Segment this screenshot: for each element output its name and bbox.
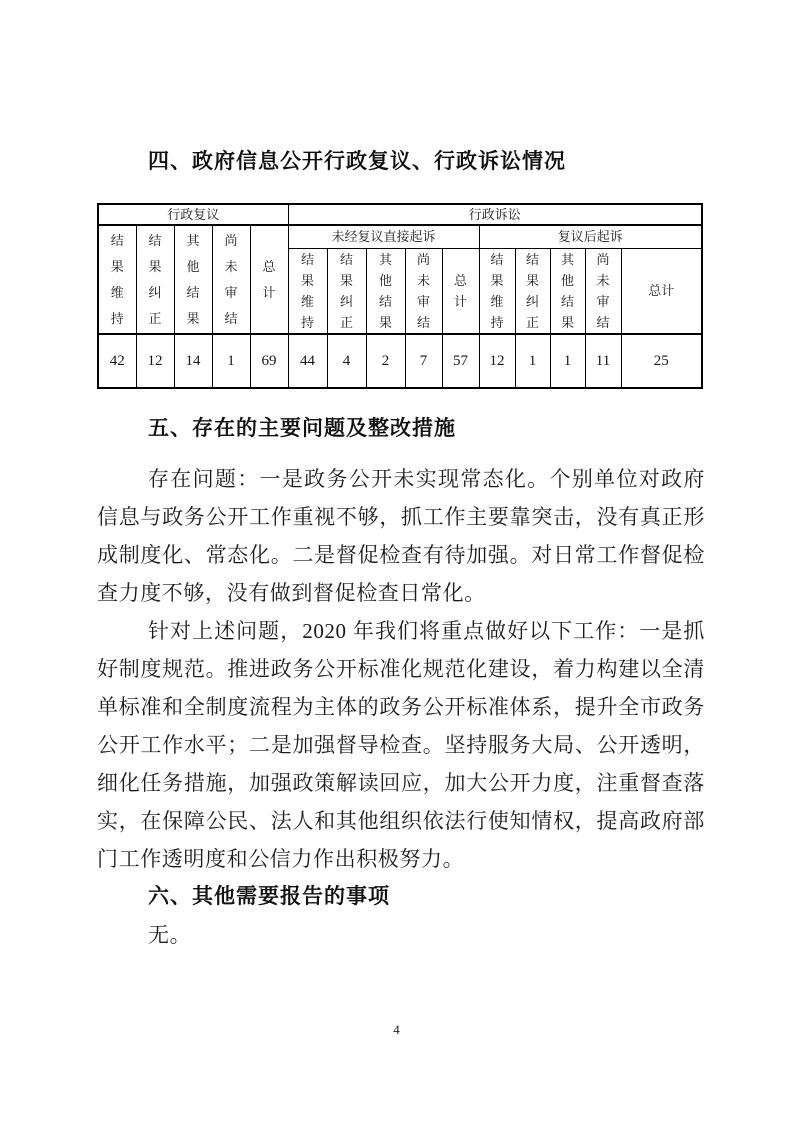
table-value: 4 — [327, 334, 366, 388]
direct-col-corrected — [327, 249, 366, 335]
section5-heading: 五、存在的主要问题及整改措施 — [148, 417, 456, 440]
direct-col-other — [366, 249, 405, 335]
section5-paragraph-2: 针对上述问题，2020 年我们将重点做好以下工作：一是抓好制度规范。推进政务公开标准化规范化建设，着力构建以全清单标准和全制度流程为主体的政务公开标准体系，提升全市政务公开工作水平；二是加强督导检查。坚持服务大局、公开透明，细化任务措施，加强政策解读回应，加大公开力度，注重督查落实，在保障公民、法人和其他组织依法行使知情权，提高政府部门工作透明度和公信力作出积极努力。 — [97, 619, 705, 871]
table-value: 1 — [515, 334, 550, 388]
review-col-total-label: 总计 — [262, 258, 276, 300]
after-col-pending-label: 尚未审结 — [596, 252, 610, 330]
direct-col-other-label: 其他结果 — [379, 252, 393, 330]
review-col-corrected — [136, 225, 174, 334]
after-col-pending — [585, 249, 621, 335]
table-value: 57 — [442, 334, 479, 388]
subgroup-header-direct-lawsuit: 未经复议直接起诉 — [288, 225, 479, 249]
direct-col-upheld — [288, 249, 327, 335]
section4-heading: 四、政府信息公开行政复议、行政诉讼情况 — [148, 150, 566, 173]
review-col-upheld-label: 结果维持 — [110, 232, 124, 326]
review-col-pending-label: 尚未审结 — [224, 232, 238, 326]
table-value: 25 — [621, 334, 702, 388]
page-number: 4 — [393, 1022, 400, 1037]
table-value: 44 — [288, 334, 327, 388]
table-value: 69 — [250, 334, 288, 388]
after-col-corrected-label: 结果纠正 — [526, 252, 540, 330]
section6-heading: 六、其他需要报告的事项 — [148, 885, 390, 908]
after-col-total: 总计 — [621, 249, 702, 335]
after-col-other — [550, 249, 585, 335]
review-col-other — [174, 225, 212, 334]
review-col-pending — [212, 225, 250, 334]
direct-col-upheld-label: 结果维持 — [301, 252, 315, 330]
table-value: 7 — [405, 334, 442, 388]
subgroup-header-lawsuit-after-review: 复议后起诉 — [479, 225, 702, 249]
direct-col-total — [442, 249, 479, 335]
review-col-corrected-label: 结果纠正 — [148, 232, 162, 326]
review-col-other-label: 其他结果 — [186, 232, 200, 326]
review-col-upheld — [98, 225, 136, 334]
section5-paragraph-1: 存在问题：一是政务公开未实现常态化。个别单位对政府信息与政务公开工作重视不够，抓工作主要靠突击，没有真正形成制度化、常态化。二是督促检查有待加强。对日常工作督促检查力度不够，没有做到督促检查日常化。 — [97, 467, 705, 605]
after-col-upheld-label: 结果维持 — [490, 252, 504, 330]
table-value: 1 — [212, 334, 250, 388]
group-header-administrative-review: 行政复议 — [98, 204, 288, 225]
table-value: 14 — [174, 334, 212, 388]
review-col-total — [250, 225, 288, 334]
direct-col-pending-label: 尚未审结 — [417, 252, 431, 330]
after-col-corrected — [515, 249, 550, 335]
document-content — [97, 145, 705, 954]
section6-paragraph: 无。 — [148, 923, 192, 947]
direct-col-corrected-label: 结果纠正 — [340, 252, 354, 330]
table-value: 12 — [479, 334, 515, 388]
group-header-administrative-litigation: 行政诉讼 — [288, 204, 702, 225]
table-value: 11 — [585, 334, 621, 388]
after-col-upheld — [479, 249, 515, 335]
table-value: 1 — [550, 334, 585, 388]
direct-col-total-label: 总计 — [454, 273, 468, 309]
direct-col-pending — [405, 249, 442, 335]
review-litigation-table — [97, 203, 703, 389]
after-col-other-label: 其他结果 — [561, 252, 575, 330]
table-value: 2 — [366, 334, 405, 388]
table-value: 42 — [98, 334, 136, 388]
table-value: 12 — [136, 334, 174, 388]
